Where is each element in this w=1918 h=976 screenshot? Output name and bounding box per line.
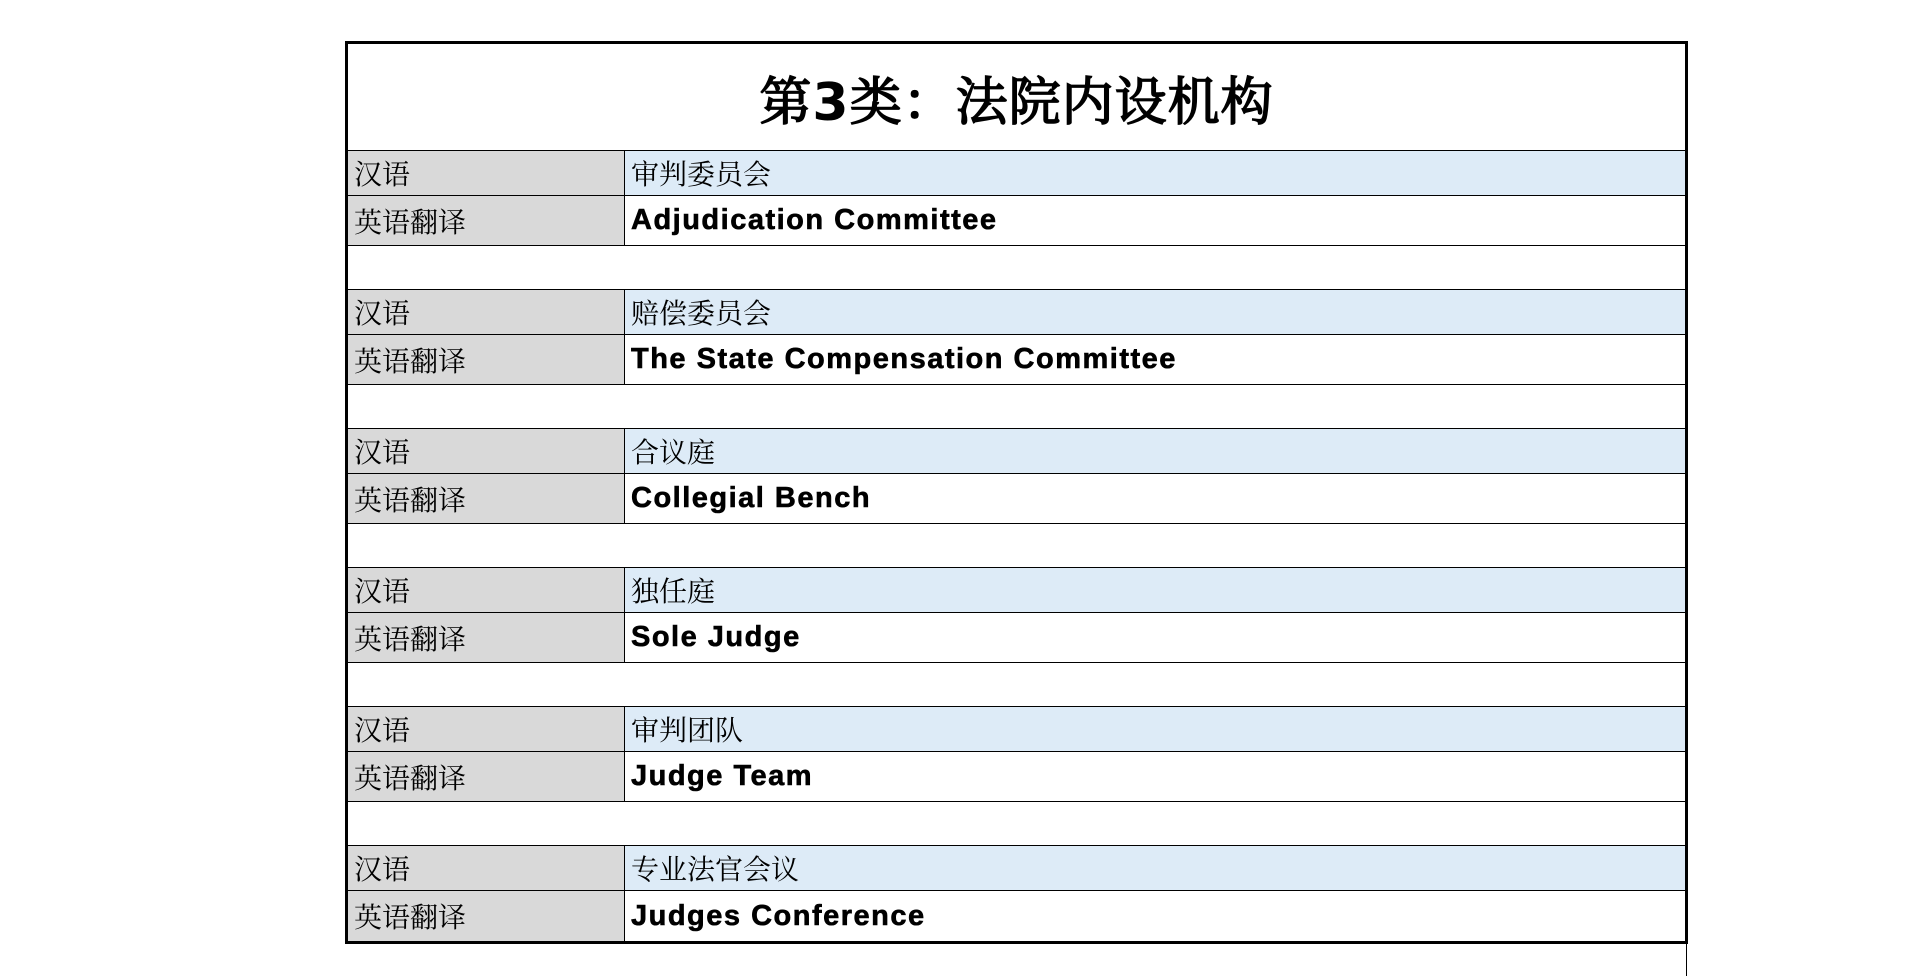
english-row [348, 613, 1685, 663]
english-row [348, 474, 1685, 524]
chinese-label-cell[interactable]: 汉语 [348, 846, 625, 890]
page-edge-rule [1686, 940, 1687, 976]
english-label-cell[interactable]: 英语翻译 [348, 335, 625, 384]
chinese-term-cell[interactable]: 审判委员会 [625, 151, 1685, 195]
english-translation-cell[interactable]: Collegial Bench [625, 474, 1685, 523]
chinese-label-cell[interactable]: 汉语 [348, 707, 625, 751]
chinese-term-cell[interactable]: 合议庭 [625, 429, 1685, 473]
english-label-cell[interactable]: 英语翻译 [348, 613, 625, 662]
chinese-label-cell[interactable]: 汉语 [348, 290, 625, 334]
english-label-cell[interactable]: 英语翻译 [348, 196, 625, 245]
english-row [348, 752, 1685, 802]
english-translation-cell[interactable]: Judges Conference [625, 891, 1685, 941]
spacer-row[interactable] [348, 802, 1685, 846]
chinese-label-cell[interactable]: 汉语 [348, 151, 625, 195]
glossary-sheet [345, 41, 1688, 944]
english-translation-cell[interactable]: Judge Team [625, 752, 1685, 801]
english-translation-cell[interactable]: Adjudication Committee [625, 196, 1685, 245]
chinese-row [348, 846, 1685, 891]
chinese-term-cell[interactable]: 审判团队 [625, 707, 1685, 751]
english-label-cell[interactable]: 英语翻译 [348, 891, 625, 941]
page-title: 第3类：法院内设机构 [759, 72, 1274, 133]
chinese-row [348, 290, 1685, 335]
english-label-cell[interactable]: 英语翻译 [348, 752, 625, 801]
english-label-cell[interactable]: 英语翻译 [348, 474, 625, 523]
spacer-row[interactable] [348, 385, 1685, 429]
english-row [348, 891, 1685, 941]
chinese-term-cell[interactable]: 专业法官会议 [625, 846, 1685, 890]
spacer-row[interactable] [348, 524, 1685, 568]
chinese-label-cell[interactable]: 汉语 [348, 568, 625, 612]
spacer-row[interactable] [348, 663, 1685, 707]
spacer-row[interactable] [348, 246, 1685, 290]
chinese-label-cell[interactable]: 汉语 [348, 429, 625, 473]
chinese-row [348, 151, 1685, 196]
chinese-term-cell[interactable]: 独任庭 [625, 568, 1685, 612]
english-translation-cell[interactable]: The State Compensation Committee [625, 335, 1685, 384]
chinese-row [348, 568, 1685, 613]
chinese-row [348, 707, 1685, 752]
english-translation-cell[interactable]: Sole Judge [625, 613, 1685, 662]
title-row [348, 44, 1685, 151]
english-row [348, 335, 1685, 385]
chinese-row [348, 429, 1685, 474]
english-row [348, 196, 1685, 246]
chinese-term-cell[interactable]: 赔偿委员会 [625, 290, 1685, 334]
